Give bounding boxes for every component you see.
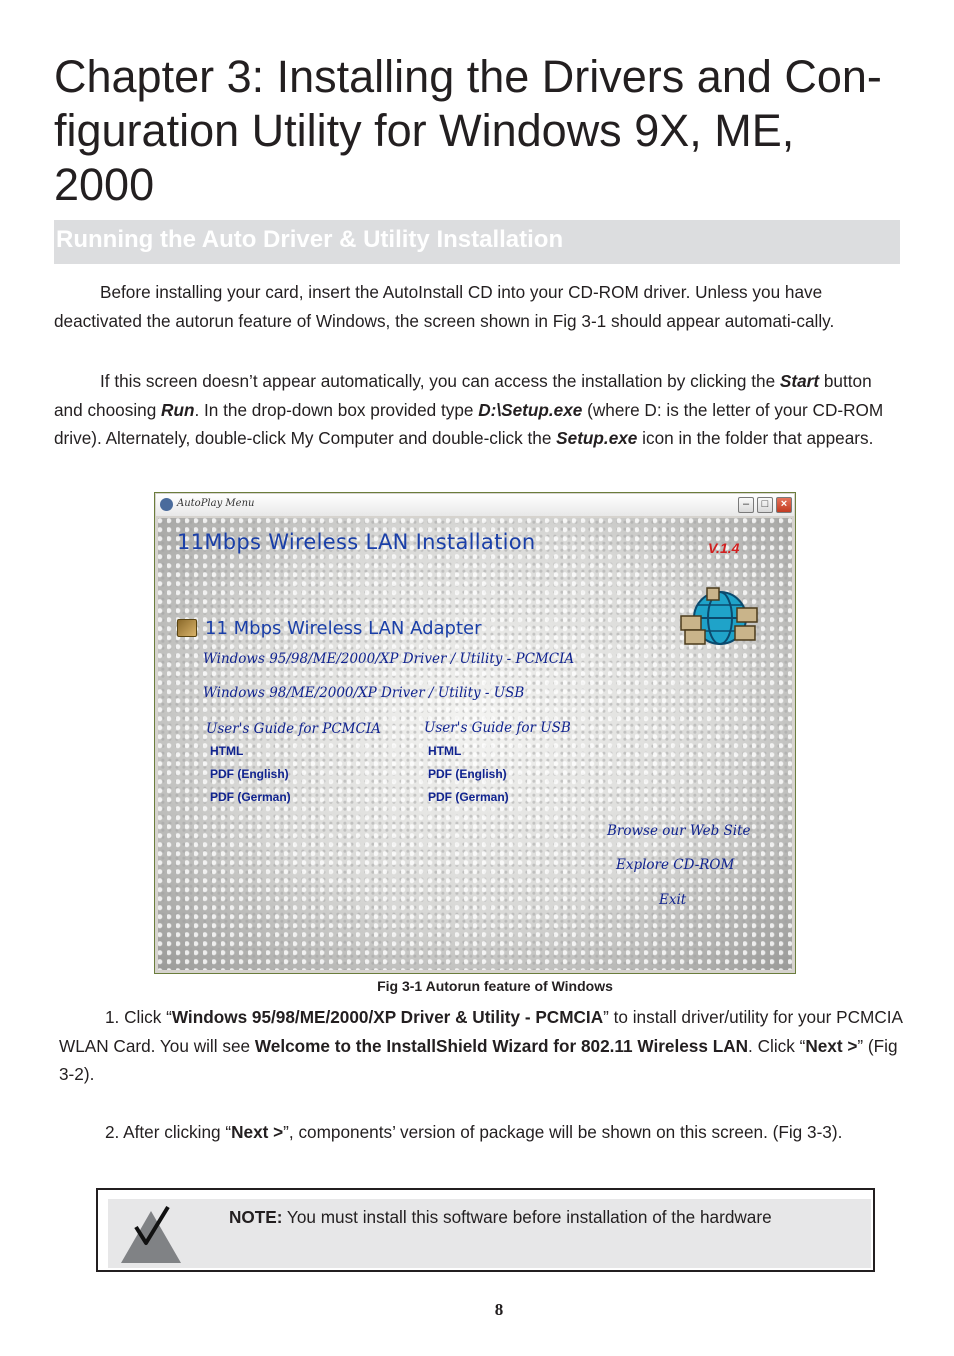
- step-1-paragraph: [59, 1003, 903, 1089]
- usb-pdf-english-link[interactable]: PDF (English): [428, 767, 507, 781]
- step1-bold-1: Windows 95/98/ME/2000/XP Driver & Utility - PCMCIA: [171, 1007, 604, 1027]
- step1-bold-3: Next >: [805, 1035, 858, 1056]
- adapter-heading: 11 Mbps Wireless LAN Adapter: [205, 618, 482, 639]
- manual-start-paragraph: [54, 367, 900, 453]
- step1-text-3: . Click “: [748, 1035, 806, 1056]
- para2-text-3: . In the drop-down box provided type: [194, 399, 479, 420]
- note-body: You must install this software before installation of the hardware: [282, 1207, 772, 1227]
- page-number: 8: [494, 1300, 504, 1319]
- section-heading-bar: [54, 220, 900, 264]
- setup-exe-term: Setup.exe: [556, 428, 638, 448]
- para2-text-2: button and choosing: [54, 371, 872, 420]
- installation-heading: 11Mbps Wireless LAN Installation: [177, 530, 536, 554]
- pcmcia-guide-label: User's Guide for PCMCIA: [206, 721, 381, 737]
- title-line-2: figuration Utility for Windows 9X, ME,: [54, 105, 795, 156]
- maximize-button[interactable]: □: [757, 497, 773, 513]
- note-box: [96, 1188, 875, 1272]
- note-label: NOTE:: [229, 1207, 283, 1227]
- adapter-icon: [177, 619, 197, 637]
- note-background: [108, 1199, 871, 1268]
- usb-pdf-german-link[interactable]: PDF (German): [428, 790, 509, 804]
- chapter-title: [54, 50, 914, 212]
- para2-text-1: If this screen doesn’t appear automatically, you can access the installation by clicking the: [100, 371, 780, 391]
- step1-text-2: ” to install driver/utility for your PCMCIA WLAN Card. You will see: [59, 1007, 903, 1056]
- pcmcia-driver-link[interactable]: Windows 95/98/ME/2000/XP Driver / Utility - PCMCIA: [203, 651, 575, 667]
- figure-caption: Fig 3-1 Autorun feature of Windows: [377, 978, 613, 994]
- usb-guide-label: User's Guide for USB: [424, 720, 571, 736]
- close-button[interactable]: ×: [776, 497, 792, 513]
- window-titlebar: [156, 494, 794, 516]
- step1-text-4: ” (Fig 3-2).: [59, 1035, 898, 1084]
- step2-text-2: ”, components’ version of package will be shown on this screen. (Fig 3-3).: [283, 1122, 843, 1142]
- usb-driver-link[interactable]: Windows 98/ME/2000/XP Driver / Utility - USB: [203, 685, 525, 701]
- run-term: Run: [161, 399, 195, 420]
- checkmark-triangle-icon: [118, 1205, 184, 1265]
- intro-text: Before installing your card, insert the AutoInstall CD into your CD-ROM driver. Unless you have deactivated the autorun feature of Windows, the screen shown in Fig 3-1 should appear automati-cally.: [54, 282, 835, 331]
- note-text: [229, 1207, 772, 1228]
- autoplay-canvas: [158, 518, 792, 970]
- step2-text-1: 2. After clicking “: [105, 1122, 232, 1142]
- para2-text-5: icon in the folder that appears.: [637, 428, 874, 448]
- explore-cdrom-link[interactable]: Explore CD-ROM: [616, 857, 735, 873]
- start-term: Start: [779, 371, 820, 391]
- title-line-1: Chapter 3: Installing the Drivers and Con-: [54, 51, 882, 102]
- autoplay-window-screenshot: [154, 492, 796, 974]
- section-heading: Running the Auto Driver & Utility Installation: [56, 226, 564, 253]
- minimize-button[interactable]: –: [738, 497, 754, 513]
- intro-paragraph: [54, 278, 900, 335]
- pcmcia-pdf-english-link[interactable]: PDF (English): [210, 767, 289, 781]
- pcmcia-html-link[interactable]: HTML: [210, 744, 244, 758]
- usb-html-link[interactable]: HTML: [428, 744, 462, 758]
- browse-website-link[interactable]: Browse our Web Site: [607, 823, 751, 839]
- para2-text-4: (where D: is the letter of your CD-ROM drive). Alternately, double-click My Computer and double-click the: [54, 399, 884, 448]
- step1-text-1: 1. Click “: [105, 1007, 172, 1027]
- step-2-paragraph: [59, 1118, 903, 1147]
- app-icon: [160, 498, 173, 511]
- title-line-3: 2000: [54, 159, 155, 210]
- network-globe-icon: [679, 586, 761, 650]
- version-label: V.1.4: [708, 540, 740, 556]
- pcmcia-pdf-german-link[interactable]: PDF (German): [210, 790, 291, 804]
- window-title: AutoPlay Menu: [177, 498, 255, 509]
- step1-bold-2: Welcome to the InstallShield Wizard for 802.11 Wireless LAN: [254, 1035, 749, 1056]
- setup-path-term: D:\Setup.exe: [478, 399, 583, 420]
- exit-link[interactable]: Exit: [659, 892, 687, 908]
- step2-bold-1: Next >: [231, 1122, 284, 1142]
